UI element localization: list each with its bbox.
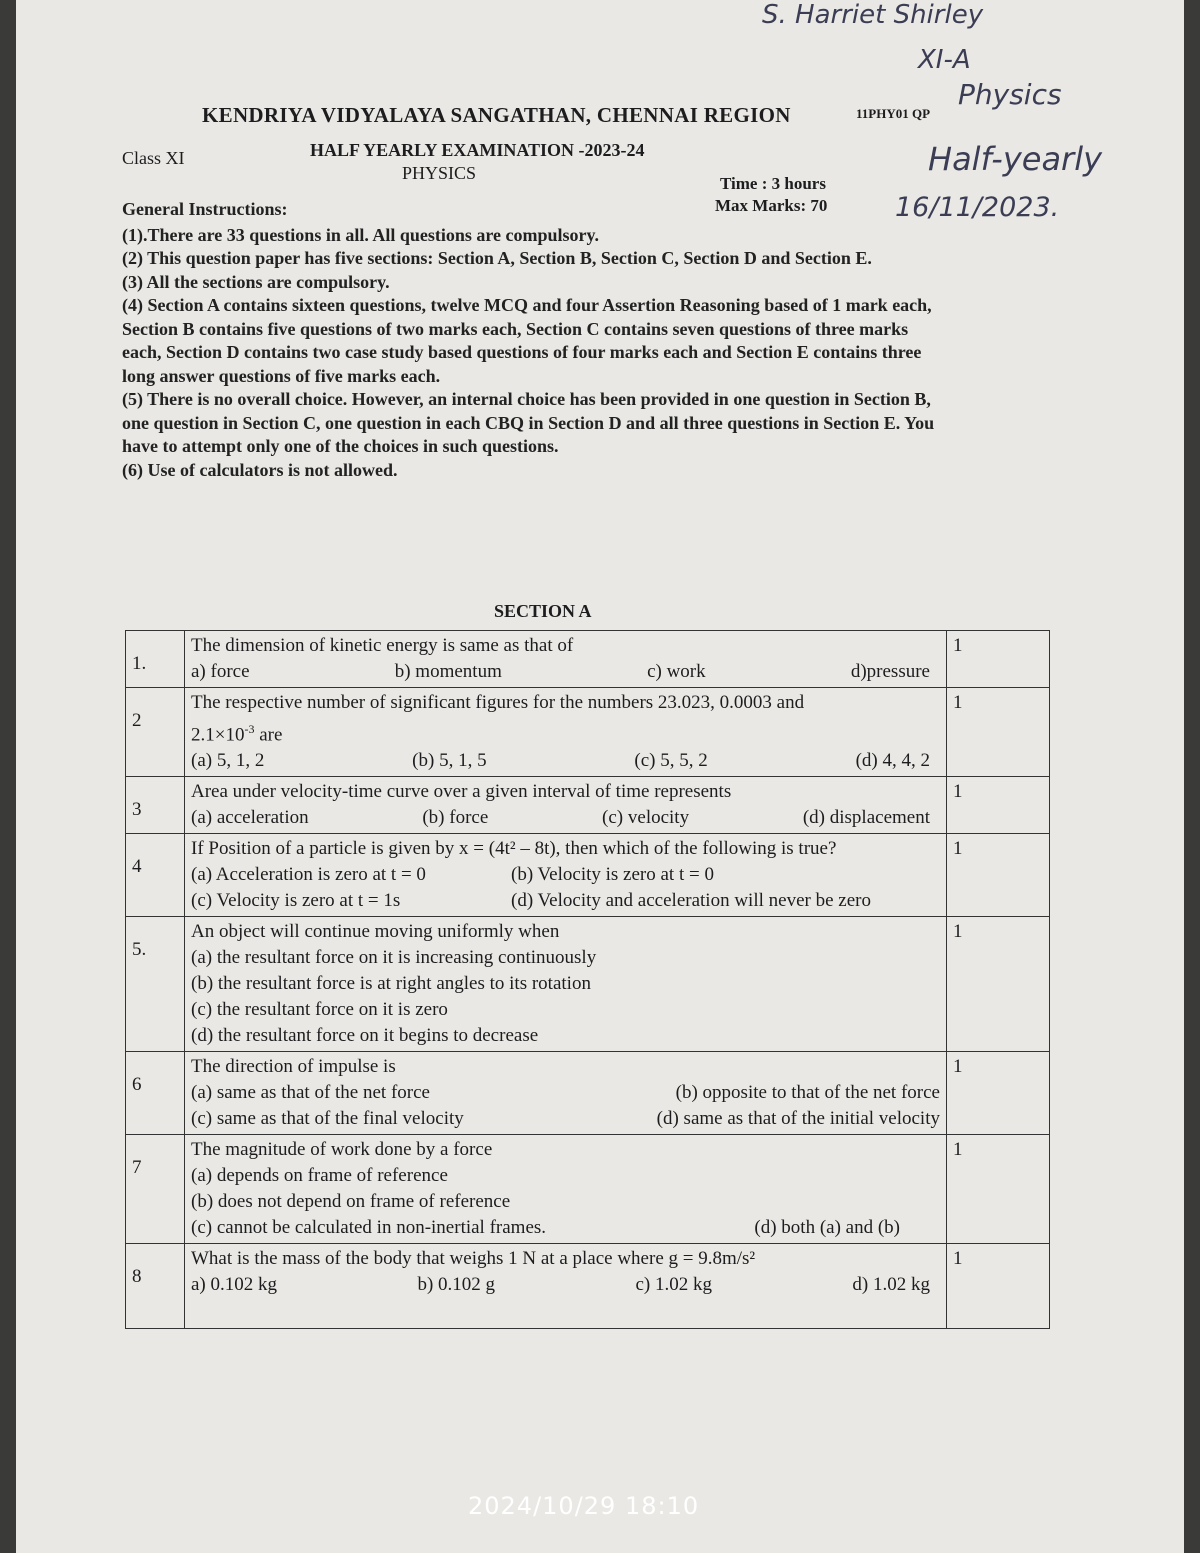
option: c) work <box>647 661 706 682</box>
options-row <box>191 748 940 774</box>
option: (d) Velocity and acceleration will never be zero <box>511 890 871 912</box>
table-row <box>126 834 1050 917</box>
options-row <box>191 1106 940 1132</box>
option: (a) the resultant force on it is increasing continuously <box>191 947 597 969</box>
sci-number: 2.1×10 <box>191 724 245 746</box>
question-text: What is the mass of the body that weighs 1 N at a place where g = 9.8m/s² <box>191 1248 756 1270</box>
question-body <box>185 1052 947 1135</box>
table-row <box>126 917 1050 1052</box>
paper-code: 11PHY01 QP <box>856 106 931 121</box>
instruction-item: (5) There is no overall choice. However, an internal choice has been provided in one question in Section B, one question in Section C, one question in each CBQ in Section D and all three questions in Section E. You have to attempt only one of the choices in such questions. <box>122 389 935 456</box>
option: a) 0.102 kg <box>191 1274 278 1296</box>
question-text: The magnitude of work done by a force <box>191 1139 493 1161</box>
question-number: 7 <box>126 1135 185 1244</box>
options-row <box>191 1080 940 1106</box>
options-row <box>191 862 940 888</box>
option: c) 1.02 kg <box>635 1274 712 1296</box>
questions-table <box>125 630 1050 1329</box>
options-row <box>191 805 940 831</box>
option: (a) Acceleration is zero at t = 0 <box>191 864 426 886</box>
options-row <box>191 1272 940 1298</box>
option: (b) the resultant force is at right angles to its rotation <box>191 973 591 995</box>
option: (d) same as that of the initial velocity <box>656 1108 940 1130</box>
option: b) 0.102 g <box>417 1274 496 1296</box>
max-marks-label: Max Marks: 70 <box>715 196 828 215</box>
question-number: 6 <box>126 1052 185 1135</box>
question-text: The direction of impulse is <box>191 1056 396 1078</box>
option: a) force <box>191 661 250 682</box>
option: (a) acceleration <box>191 807 309 829</box>
option: (a) depends on frame of reference <box>191 1165 448 1187</box>
option: (b) force <box>422 807 489 829</box>
table-row <box>126 631 1050 688</box>
subject-title: PHYSICS <box>402 163 477 183</box>
question-text: An object will continue moving uniformly when <box>191 921 560 943</box>
question-number: 2 <box>126 688 185 777</box>
marks: 1 <box>947 688 1050 777</box>
instruction-item: (6) Use of calculators is not allowed. <box>122 459 398 480</box>
option: (b) Velocity is zero at t = 0 <box>511 864 714 886</box>
marks: 1 <box>947 1244 1050 1329</box>
option: (d) both (a) and (b) <box>754 1217 900 1239</box>
question-body <box>185 834 947 917</box>
general-instructions <box>122 198 952 482</box>
option: (b) does not depend on frame of reference <box>191 1191 511 1213</box>
handwritten-subject: Physics <box>958 78 1062 111</box>
handwritten-exam: Half-yearly <box>928 140 1103 178</box>
question-number: 3 <box>126 777 185 834</box>
table-row <box>126 1244 1050 1329</box>
table-row <box>126 777 1050 834</box>
question-body <box>185 777 947 834</box>
handwritten-name: S. Harriet Shirley <box>762 0 984 30</box>
handwritten-date: 16/11/2023. <box>895 192 1060 223</box>
instruction-item: (4) Section A contains sixteen questions, twelve MCQ and four Assertion Reasoning based of 1 mark each, Section B contains five questions of two marks each, Section C contains seven questions of three marks each, Section D contains two case study based questions of four marks each and Section E contains three long answer questions of five marks each. <box>122 295 932 386</box>
options-row <box>191 888 940 914</box>
option: (a) same as that of the net force <box>191 1082 430 1104</box>
option: (d) displacement <box>802 807 930 829</box>
question-text: If Position of a particle is given by x = (4t² – 8t), then which of the following is true? <box>191 838 837 860</box>
option: (c) 5, 5, 2 <box>634 750 708 772</box>
question-text: The respective number of significant figures for the numbers 23.023, 0.0003 and <box>191 692 805 713</box>
option: (a) 5, 1, 2 <box>191 750 265 772</box>
marks: 1 <box>947 1052 1050 1135</box>
instructions-title: General Instructions: <box>122 199 288 219</box>
section-title: SECTION A <box>494 601 592 621</box>
option: (d) the resultant force on it begins to decrease <box>191 1025 539 1047</box>
table-row <box>126 688 1050 777</box>
handwritten-class: XI-A <box>918 45 971 75</box>
exponent: -3 <box>244 722 255 736</box>
marks: 1 <box>947 631 1050 688</box>
table-row <box>126 1135 1050 1244</box>
option: d)pressure <box>850 661 930 682</box>
marks: 1 <box>947 917 1050 1052</box>
marks: 1 <box>947 1135 1050 1244</box>
time-label: Time : 3 hours <box>720 174 826 193</box>
option: (c) Velocity is zero at t = 1s <box>191 890 401 912</box>
table-row <box>126 1052 1050 1135</box>
marks: 1 <box>947 834 1050 917</box>
option: (c) cannot be calculated in non-inertial frames. <box>191 1217 547 1239</box>
photo-timestamp: 2024/10/29 18:10 <box>468 1492 700 1520</box>
class-label: Class XI <box>122 148 185 168</box>
options-row <box>191 1215 940 1241</box>
question-text: The dimension of kinetic energy is same as that of <box>191 635 574 656</box>
question-body <box>185 688 947 777</box>
question-number: 4 <box>126 834 185 917</box>
org-title: KENDRIYA VIDYALAYA SANGATHAN, CHENNAI REGION <box>202 103 791 127</box>
options-row <box>191 659 940 685</box>
question-body <box>185 1135 947 1244</box>
question-text: Area under velocity-time curve over a given interval of time represents <box>191 781 732 803</box>
option: d) 1.02 kg <box>852 1274 930 1296</box>
question-body <box>185 917 947 1052</box>
option: (b) opposite to that of the net force <box>675 1082 940 1104</box>
option: (c) velocity <box>602 807 690 829</box>
question-text-cont <box>191 716 940 748</box>
question-body <box>185 631 947 688</box>
marks: 1 <box>947 777 1050 834</box>
option: b) momentum <box>394 661 502 682</box>
question-number: 1. <box>126 631 185 688</box>
question-text-tail: are <box>254 724 283 746</box>
option: (c) same as that of the final velocity <box>191 1108 464 1130</box>
question-body <box>185 1244 947 1329</box>
option: (b) 5, 1, 5 <box>412 750 487 772</box>
instruction-item: (1).There are 33 questions in all. All questions are compulsory. <box>122 224 600 245</box>
instruction-item: (2) This question paper has five sections: Section A, Section B, Section C, Section D and Section E. <box>122 248 872 268</box>
question-number: 5. <box>126 917 185 1052</box>
option: (c) the resultant force on it is zero <box>191 999 448 1021</box>
question-number: 8 <box>126 1244 185 1329</box>
exam-title: HALF YEARLY EXAMINATION -2023-24 <box>310 140 645 160</box>
instruction-item: (3) All the sections are compulsory. <box>122 271 390 292</box>
option: (d) 4, 4, 2 <box>855 750 930 772</box>
